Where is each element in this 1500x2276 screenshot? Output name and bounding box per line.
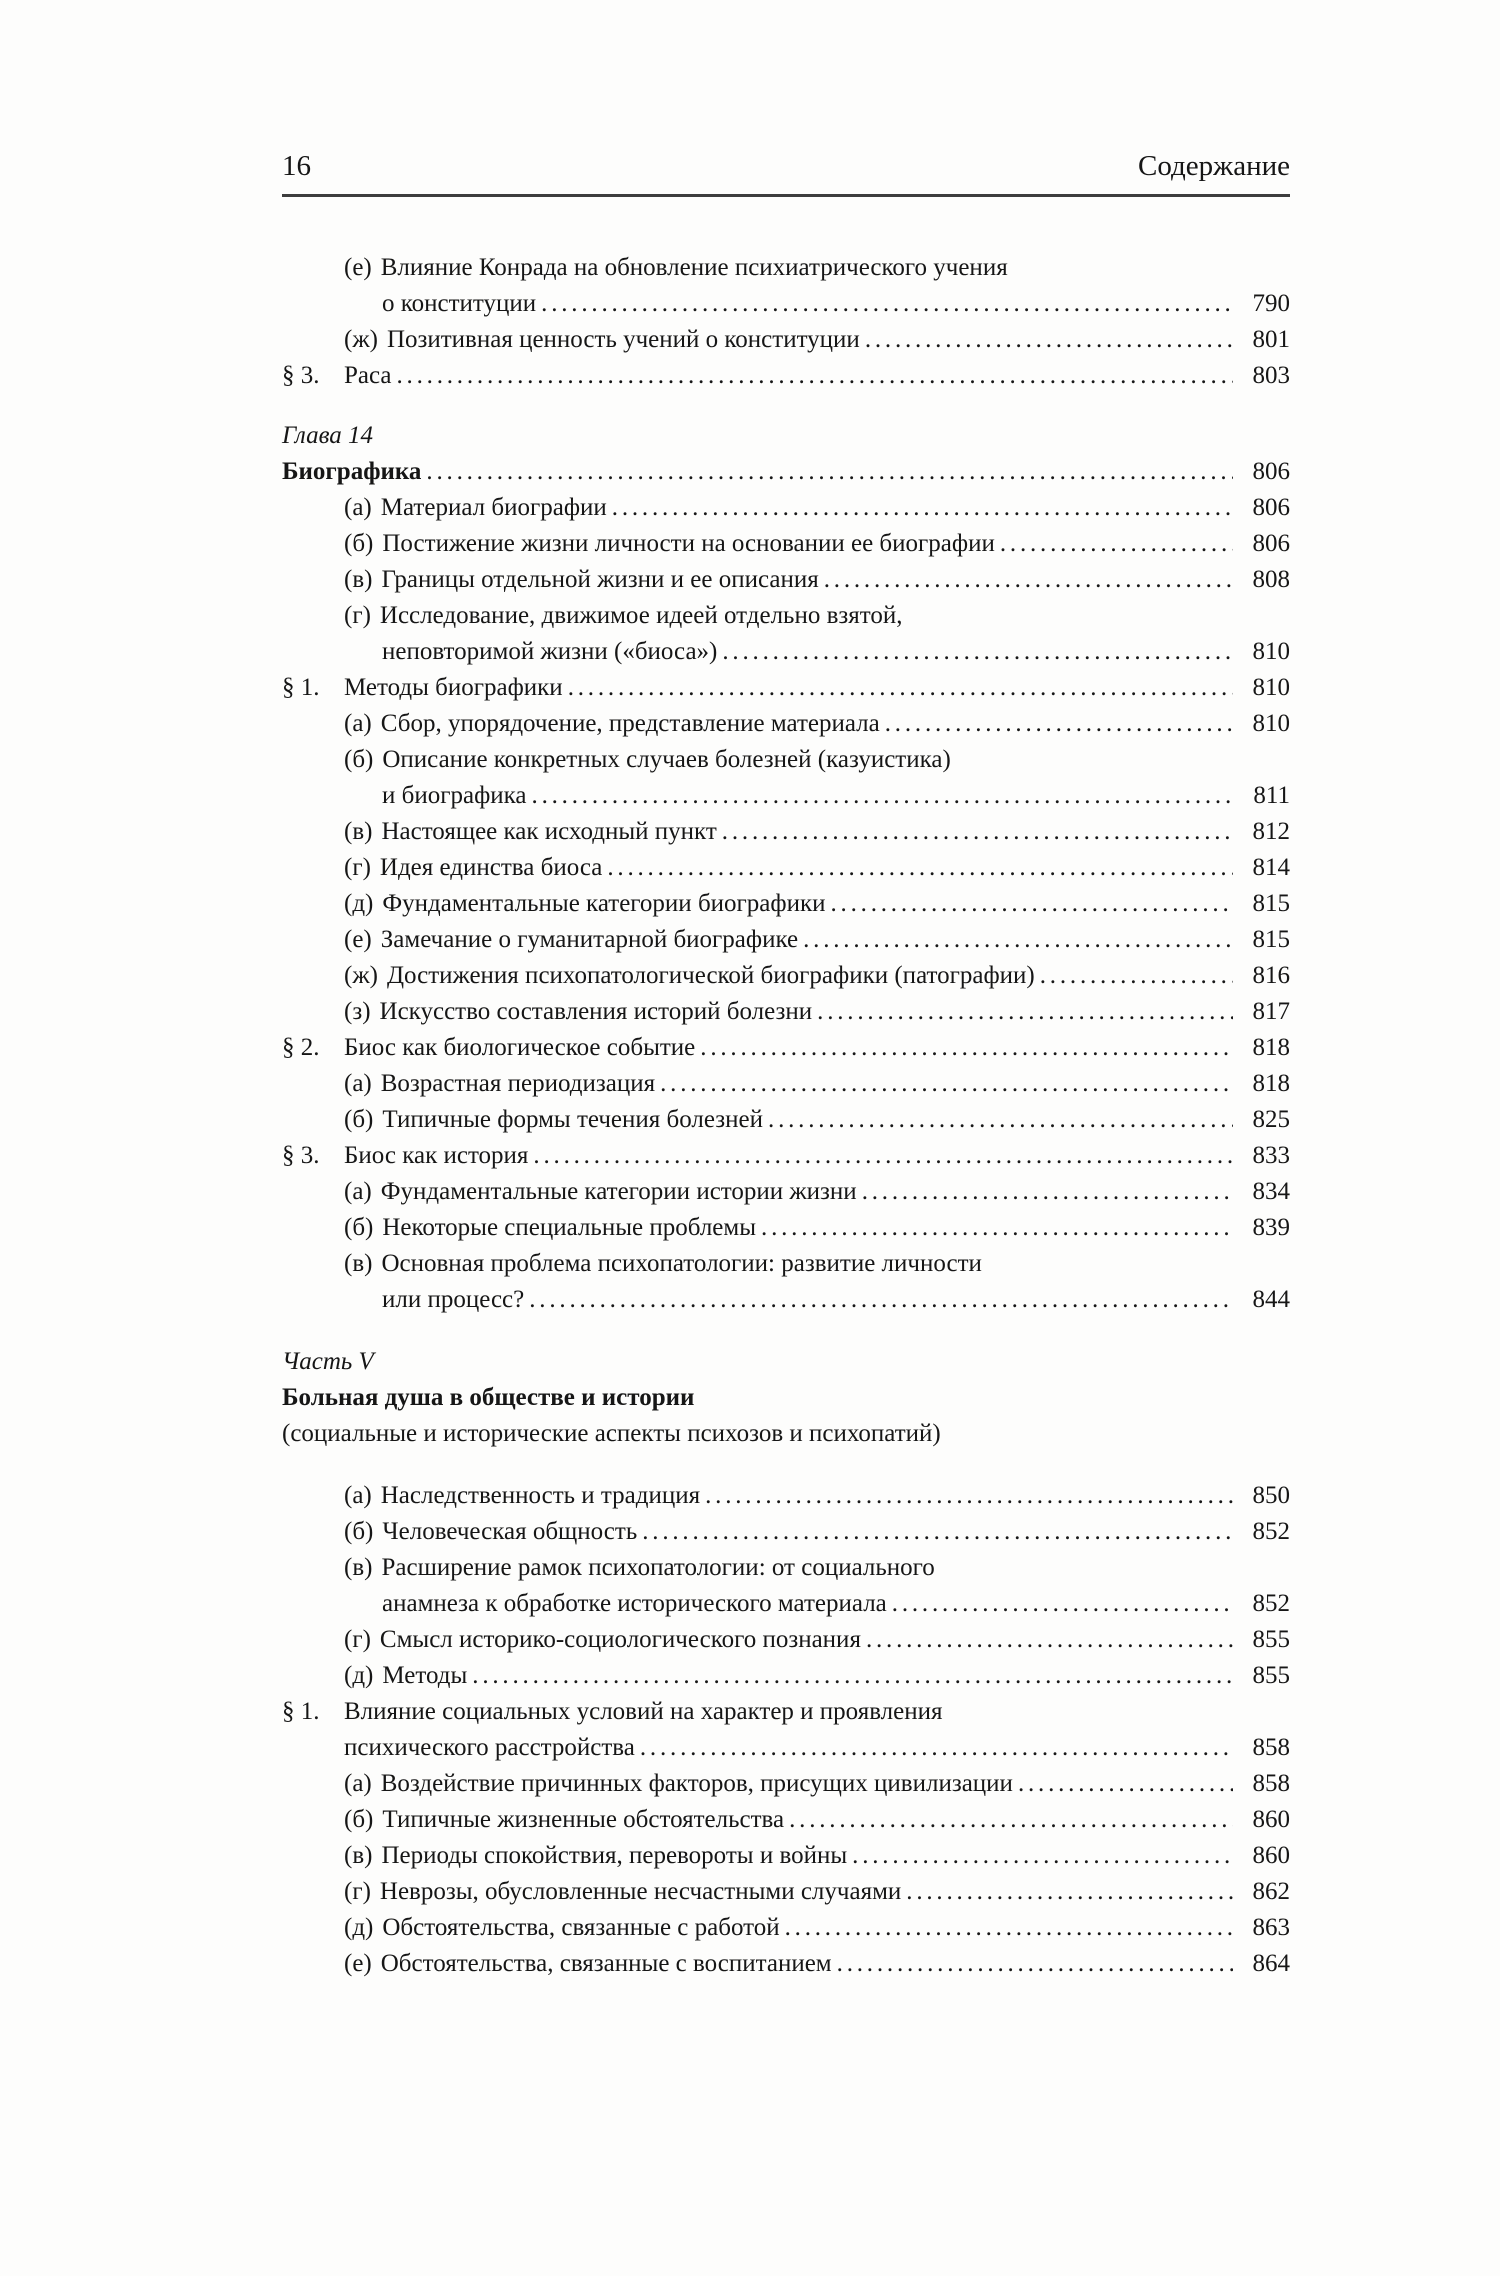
dot-leader (862, 1174, 1233, 1210)
entry-text: Биос как биологическое событие (344, 1034, 696, 1061)
entry-text: Фундаментальные категории биографики (382, 890, 826, 917)
entry-text: Больная душа в обществе и истории (282, 1384, 695, 1411)
entry-text: Человеческая общность (382, 1518, 638, 1545)
toc-entry (282, 1138, 1290, 1174)
entry-label: (а) (344, 1070, 372, 1097)
toc-line (282, 286, 1290, 322)
page-ref: 863 (1252, 1914, 1290, 1941)
entry-text: Основная проблема психопатологии: развитие личности (381, 1250, 982, 1277)
toc-line (282, 1586, 1290, 1622)
page-ref: 858 (1252, 1770, 1290, 1797)
toc-entry (282, 1658, 1290, 1694)
entry-label: (в) (344, 1250, 373, 1277)
toc-entry (282, 922, 1290, 958)
toc-entry (282, 850, 1290, 886)
page-ref: 850 (1252, 1482, 1290, 1509)
entry-text: Границы отдельной жизни и ее описания (381, 566, 819, 593)
entry-text: Методы биографики (344, 674, 563, 701)
toc-line (282, 1946, 1290, 1982)
toc-line (282, 1478, 1290, 1514)
toc-line (282, 490, 1290, 526)
entry-label: § 3. (282, 362, 320, 389)
toc-entry (282, 742, 1290, 814)
toc-entry (282, 1910, 1290, 1946)
toc-line (282, 250, 1290, 286)
entry-text: Глава 14 (282, 422, 374, 449)
dot-leader (640, 1730, 1233, 1766)
toc-line (282, 562, 1290, 598)
toc-line (282, 814, 1290, 850)
toc-entry (282, 958, 1290, 994)
toc-line (282, 1282, 1290, 1318)
entry-text: психического расстройства (344, 1734, 635, 1761)
entry-label: (б) (344, 1806, 374, 1833)
entry-label: (б) (344, 1518, 374, 1545)
toc-line (282, 1874, 1290, 1910)
toc-line (282, 1344, 1290, 1380)
dot-leader (532, 778, 1233, 814)
entry-label: (б) (344, 1214, 374, 1241)
entry-text: Неврозы, обусловленные несчастными случаями (379, 1878, 902, 1905)
entry-label: § 2. (282, 1034, 320, 1061)
entry-text: Смысл историко-социологического познания (379, 1626, 861, 1653)
entry-label: (в) (344, 566, 373, 593)
chapter-label (282, 418, 1290, 454)
page-header (282, 150, 1290, 197)
entry-text: Исследование, движимое идеей отдельно взятой, (379, 602, 903, 629)
toc-line (282, 1210, 1290, 1246)
entry-label: (з) (344, 998, 371, 1025)
entry-text: или процесс? (382, 1286, 525, 1313)
entry-label: § 3. (282, 1142, 320, 1169)
page-ref: 864 (1252, 1950, 1290, 1977)
page-ref: 810 (1252, 638, 1290, 665)
toc-line (282, 598, 1290, 634)
toc-line (282, 1802, 1290, 1838)
dot-leader (866, 1622, 1233, 1658)
toc-entry (282, 1066, 1290, 1102)
toc-line (282, 1030, 1290, 1066)
page-ref: 844 (1252, 1286, 1290, 1313)
entry-text: о конституции (382, 290, 537, 317)
toc-line (282, 1380, 1290, 1416)
toc-line (282, 1416, 1290, 1452)
entry-label: (а) (344, 1482, 372, 1509)
toc-line (282, 1694, 1290, 1730)
page-ref: 818 (1252, 1070, 1290, 1097)
entry-label: (в) (344, 818, 373, 845)
toc-entry (282, 598, 1290, 670)
entry-text: анамнеза к обработке исторического материала (382, 1590, 887, 1617)
toc-line (282, 1174, 1290, 1210)
entry-text: Типичные формы течения болезней (382, 1106, 764, 1133)
toc-entry (282, 814, 1290, 850)
toc-entry (282, 562, 1290, 598)
page-ref: 801 (1252, 326, 1290, 353)
entry-label: § 1. (282, 1698, 320, 1725)
entry-text: Часть V (282, 1348, 374, 1375)
entry-label: (д) (344, 1914, 374, 1941)
entry-text: Биос как история (344, 1142, 529, 1169)
page-ref: 839 (1252, 1214, 1290, 1241)
entry-label: (в) (344, 1554, 373, 1581)
dot-leader (852, 1838, 1233, 1874)
entry-label: (ж) (344, 962, 378, 989)
running-title: Содержание (1138, 150, 1290, 182)
toc-entry (282, 670, 1290, 706)
toc-line (282, 454, 1290, 490)
page-ref: 834 (1252, 1178, 1290, 1205)
entry-text: Биографика (282, 458, 422, 485)
spacer (282, 1452, 1290, 1478)
toc-entry (282, 1802, 1290, 1838)
entry-text: Искусство составления историй болезни (379, 998, 813, 1025)
dot-leader (824, 562, 1233, 598)
entry-label: (а) (344, 710, 372, 737)
toc-entry (282, 1030, 1290, 1066)
page-ref: 803 (1252, 362, 1290, 389)
entry-label: (б) (344, 746, 374, 773)
toc-entry (282, 250, 1290, 322)
toc-line (282, 742, 1290, 778)
dot-leader (722, 814, 1233, 850)
dot-leader (892, 1586, 1233, 1622)
entry-text: Влияние Конрада на обновление психиатрического учения (380, 254, 1008, 281)
page-ref: 860 (1252, 1806, 1290, 1833)
entry-text: и биографика (382, 782, 527, 809)
entry-text: Фундаментальные категории истории жизни (380, 1178, 857, 1205)
toc-entry (282, 526, 1290, 562)
toc-line (282, 1910, 1290, 1946)
entry-label: (г) (344, 602, 371, 629)
entry-text: Периоды спокойствия, перевороты и войны (381, 1842, 848, 1869)
entry-label: (г) (344, 854, 371, 881)
toc-line (282, 922, 1290, 958)
dot-leader (700, 1030, 1233, 1066)
page-ref: 833 (1252, 1142, 1290, 1169)
entry-label: (в) (344, 1842, 373, 1869)
toc-line (282, 1658, 1290, 1694)
entry-text: Некоторые специальные проблемы (382, 1214, 757, 1241)
toc-line (282, 418, 1290, 454)
dot-leader (722, 634, 1233, 670)
page-ref: 815 (1252, 926, 1290, 953)
toc-line (282, 670, 1290, 706)
entry-text: Влияние социальных условий на характер и проявления (344, 1698, 943, 1725)
entry-text: Обстоятельства, связанные с работой (382, 1914, 780, 1941)
page-ref: 860 (1252, 1842, 1290, 1869)
page-ref: 858 (1252, 1734, 1290, 1761)
toc-entry (282, 358, 1290, 394)
entry-text: Идея единства биоса (379, 854, 603, 881)
page-ref: 806 (1252, 494, 1290, 521)
toc-entry (282, 1622, 1290, 1658)
page-ref: 825 (1252, 1106, 1290, 1133)
toc-entry (282, 1874, 1290, 1910)
dot-leader (705, 1478, 1233, 1514)
page-ref: 815 (1252, 890, 1290, 917)
entry-label: (д) (344, 890, 374, 917)
entry-label: (г) (344, 1626, 371, 1653)
toc-line (282, 958, 1290, 994)
toc-line (282, 1838, 1290, 1874)
dot-leader (568, 670, 1233, 706)
page-ref: 814 (1252, 854, 1290, 881)
toc-entry (282, 1946, 1290, 1982)
toc-line (282, 1766, 1290, 1802)
toc-entry (282, 1766, 1290, 1802)
page-number: 16 (282, 150, 311, 182)
entry-label: (б) (344, 1106, 374, 1133)
toc-line (282, 322, 1290, 358)
dot-leader (831, 886, 1234, 922)
toc-line (282, 1550, 1290, 1586)
dot-leader (660, 1066, 1233, 1102)
entry-label: (г) (344, 1878, 371, 1905)
toc-line (282, 886, 1290, 922)
toc-entry (282, 1174, 1290, 1210)
page-ref: 855 (1252, 1626, 1290, 1653)
page-ref: 806 (1252, 530, 1290, 557)
dot-leader (529, 1282, 1233, 1318)
entry-label: (е) (344, 1950, 372, 1977)
toc-line (282, 1514, 1290, 1550)
dot-leader (1040, 958, 1233, 994)
page-ref: 790 (1252, 290, 1290, 317)
entry-label: (д) (344, 1662, 374, 1689)
dot-leader (426, 454, 1233, 490)
dot-leader (817, 994, 1233, 1030)
entry-text: Обстоятельства, связанные с воспитанием (380, 1950, 832, 1977)
toc-line (282, 1730, 1290, 1766)
toc-entry (282, 1838, 1290, 1874)
part-title (282, 1380, 1290, 1416)
dot-leader (1018, 1766, 1233, 1802)
entry-text: Постижение жизни личности на основании ее биографии (382, 530, 995, 557)
dot-leader (472, 1658, 1233, 1694)
toc-line (282, 994, 1290, 1030)
entry-label: § 1. (282, 674, 320, 701)
dot-leader (906, 1874, 1233, 1910)
entry-label: (е) (344, 926, 372, 953)
entry-label: (а) (344, 1178, 372, 1205)
page-ref: 852 (1252, 1518, 1290, 1545)
page-ref: 816 (1252, 962, 1290, 989)
toc-line (282, 778, 1290, 814)
toc-entry (282, 1210, 1290, 1246)
dot-leader (397, 358, 1234, 394)
dot-leader (885, 706, 1233, 742)
dot-leader (642, 1514, 1233, 1550)
dot-leader (865, 322, 1233, 358)
entry-label: (а) (344, 494, 372, 521)
page-ref: 810 (1252, 674, 1290, 701)
toc-line (282, 850, 1290, 886)
page-ref: 811 (1253, 782, 1290, 809)
chapter-title (282, 454, 1290, 490)
toc-entry (282, 1246, 1290, 1318)
toc-entry (282, 1694, 1290, 1766)
toc-line (282, 1066, 1290, 1102)
toc-entry (282, 322, 1290, 358)
dot-leader (607, 850, 1233, 886)
entry-text: Воздействие причинных факторов, присущих цивилизации (380, 1770, 1013, 1797)
dot-leader (768, 1102, 1233, 1138)
entry-label: (а) (344, 1770, 372, 1797)
toc-entry (282, 1478, 1290, 1514)
page-ref: 806 (1252, 458, 1290, 485)
toc-entry (282, 1514, 1290, 1550)
dot-leader (1000, 526, 1233, 562)
toc-line (282, 1622, 1290, 1658)
toc-line (282, 1138, 1290, 1174)
entry-text: Возрастная периодизация (380, 1070, 656, 1097)
page-ref: 855 (1252, 1662, 1290, 1689)
page-ref: 817 (1252, 998, 1290, 1025)
entry-text: неповторимой жизни («биоса») (382, 638, 718, 665)
dot-leader (803, 922, 1233, 958)
dot-leader (837, 1946, 1233, 1982)
page-ref: 852 (1252, 1590, 1290, 1617)
toc-line (282, 358, 1290, 394)
entry-label: (б) (344, 530, 374, 557)
entry-text: Материал биографии (380, 494, 607, 521)
entry-text: Типичные жизненные обстоятельства (382, 1806, 785, 1833)
entry-text: Расширение рамок психопатологии: от социального (381, 1554, 935, 1581)
page-ref: 808 (1252, 566, 1290, 593)
table-of-contents (282, 250, 1290, 1982)
toc-line (282, 1102, 1290, 1138)
toc-entry (282, 1550, 1290, 1622)
toc-entry (282, 706, 1290, 742)
dot-leader (533, 1138, 1233, 1174)
part-subtitle (282, 1416, 1290, 1452)
entry-text: Настоящее как исходный пункт (381, 818, 717, 845)
entry-text: Замечание о гуманитарной биографике (380, 926, 799, 953)
toc-entry (282, 994, 1290, 1030)
page-ref: 810 (1252, 710, 1290, 737)
toc-entry (282, 886, 1290, 922)
toc-line (282, 634, 1290, 670)
page-ref: 818 (1252, 1034, 1290, 1061)
entry-text: Методы (382, 1662, 468, 1689)
dot-leader (612, 490, 1233, 526)
dot-leader (785, 1910, 1233, 1946)
toc-line (282, 526, 1290, 562)
entry-text: Достижения психопатологической биографики (патографии) (386, 962, 1035, 989)
dot-leader (789, 1802, 1233, 1838)
entry-label: (е) (344, 254, 372, 281)
entry-label: (ж) (344, 326, 378, 353)
dot-leader (541, 286, 1233, 322)
entry-text: Раса (344, 362, 392, 389)
page-ref: 812 (1252, 818, 1290, 845)
page-ref: 862 (1252, 1878, 1290, 1905)
toc-entry (282, 1102, 1290, 1138)
toc-entry (282, 490, 1290, 526)
toc-line (282, 706, 1290, 742)
entry-text: (социальные и исторические аспекты психозов и психопатий) (282, 1420, 941, 1447)
entry-text: Позитивная ценность учений о конституции (386, 326, 860, 353)
entry-text: Сбор, упорядочение, представление материала (380, 710, 880, 737)
dot-leader (761, 1210, 1233, 1246)
entry-text: Наследственность и традиция (380, 1482, 701, 1509)
entry-text: Описание конкретных случаев болезней (казуистика) (382, 746, 951, 773)
toc-line (282, 1246, 1290, 1282)
part-label (282, 1344, 1290, 1380)
